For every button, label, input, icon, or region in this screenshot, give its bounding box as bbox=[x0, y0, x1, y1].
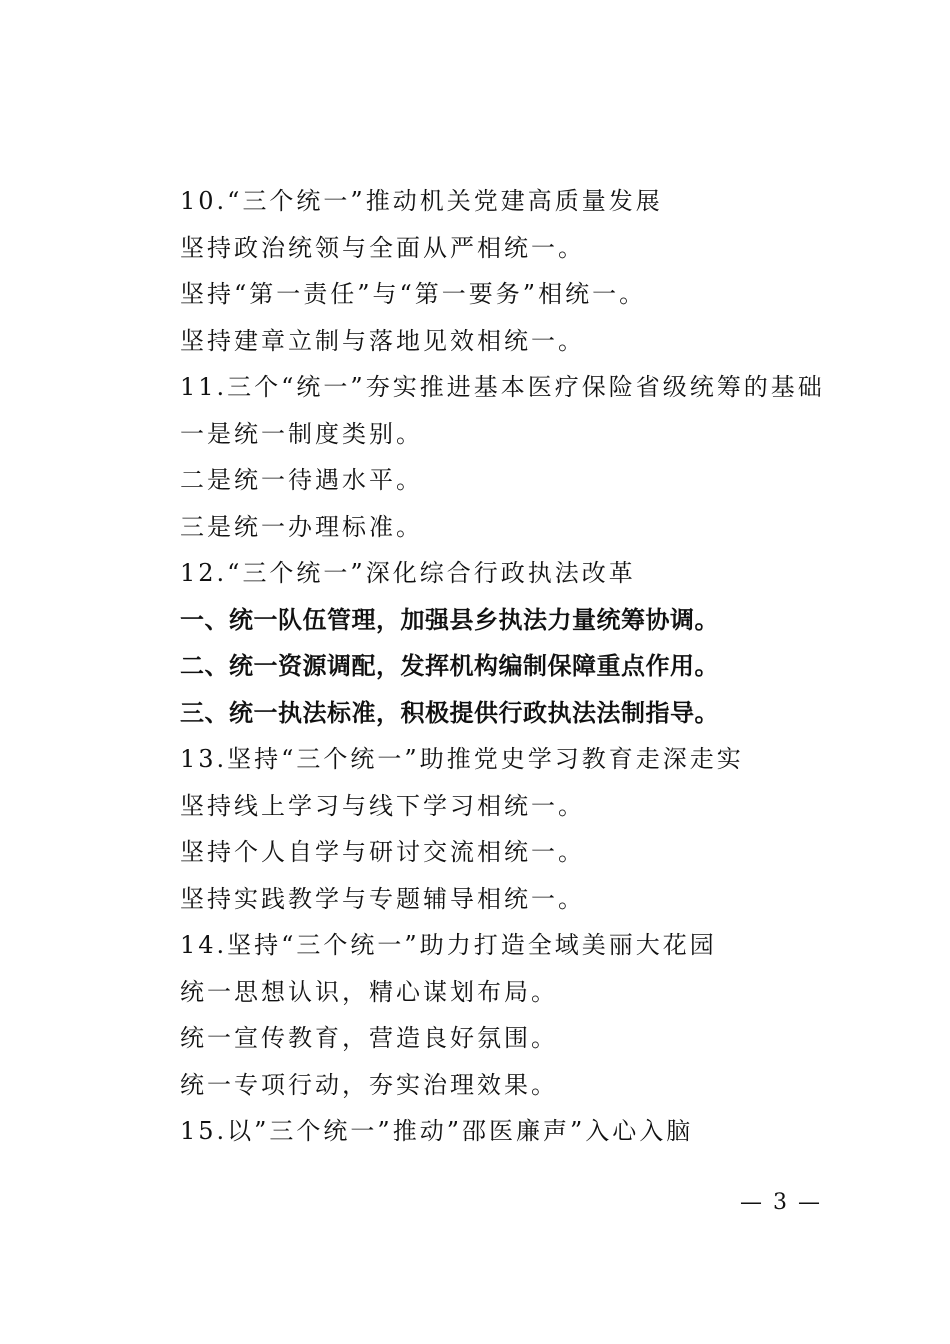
bold-paragraph-line: 二、统一资源调配，发挥机构编制保障重点作用。 bbox=[180, 652, 719, 680]
paragraph-line: 坚持实践教学与专题辅导相统一。 bbox=[180, 884, 585, 913]
heading-11: 11.三个“统一”夯实推进基本医疗保险省级统筹的基础 bbox=[180, 373, 825, 401]
paragraph-line: 坚持建章立制与落地见效相统一。 bbox=[180, 326, 585, 355]
heading-14: 14.坚持“三个统一”助力打造全域美丽大花园 bbox=[180, 931, 717, 959]
paragraph-line: 统一专项行动，夯实治理效果。 bbox=[180, 1070, 558, 1099]
heading-13: 13.坚持“三个统一”助推党史学习教育走深走实 bbox=[180, 745, 744, 773]
paragraph-line: 统一思想认识，精心谋划布局。 bbox=[180, 977, 558, 1006]
paragraph-line: 二是统一待遇水平。 bbox=[180, 466, 423, 494]
page-number: — 3 — bbox=[740, 1190, 822, 1215]
paragraph-line: 坚持线上学习与线下学习相统一。 bbox=[180, 791, 585, 820]
paragraph-line: 坚持个人自学与研讨交流相统一。 bbox=[180, 838, 585, 866]
heading-12: 12.“三个统一”深化综合行政执法改革 bbox=[180, 559, 636, 587]
paragraph-line: 坚持“第一责任”与“第一要务”相统一。 bbox=[180, 280, 647, 308]
paragraph-line: 坚持政治统领与全面从严相统一。 bbox=[180, 233, 585, 262]
paragraph-line: 一是统一制度类别。 bbox=[180, 419, 423, 448]
paragraph-line: 三是统一办理标准。 bbox=[180, 512, 423, 541]
heading-15: 15.以”三个统一”推动”邵医廉声”入心入脑 bbox=[180, 1117, 694, 1145]
body-text bbox=[180, 178, 825, 1155]
heading-10: 10.“三个统一”推动机关党建高质量发展 bbox=[180, 187, 663, 215]
bold-paragraph-line: 三、统一执法标准，积极提供行政执法法制指导。 bbox=[180, 698, 719, 727]
bold-paragraph-line: 一、统一队伍管理，加强县乡执法力量统筹协调。 bbox=[180, 605, 719, 634]
paragraph-line: 统一宣传教育，营造良好氛围。 bbox=[180, 1024, 558, 1052]
